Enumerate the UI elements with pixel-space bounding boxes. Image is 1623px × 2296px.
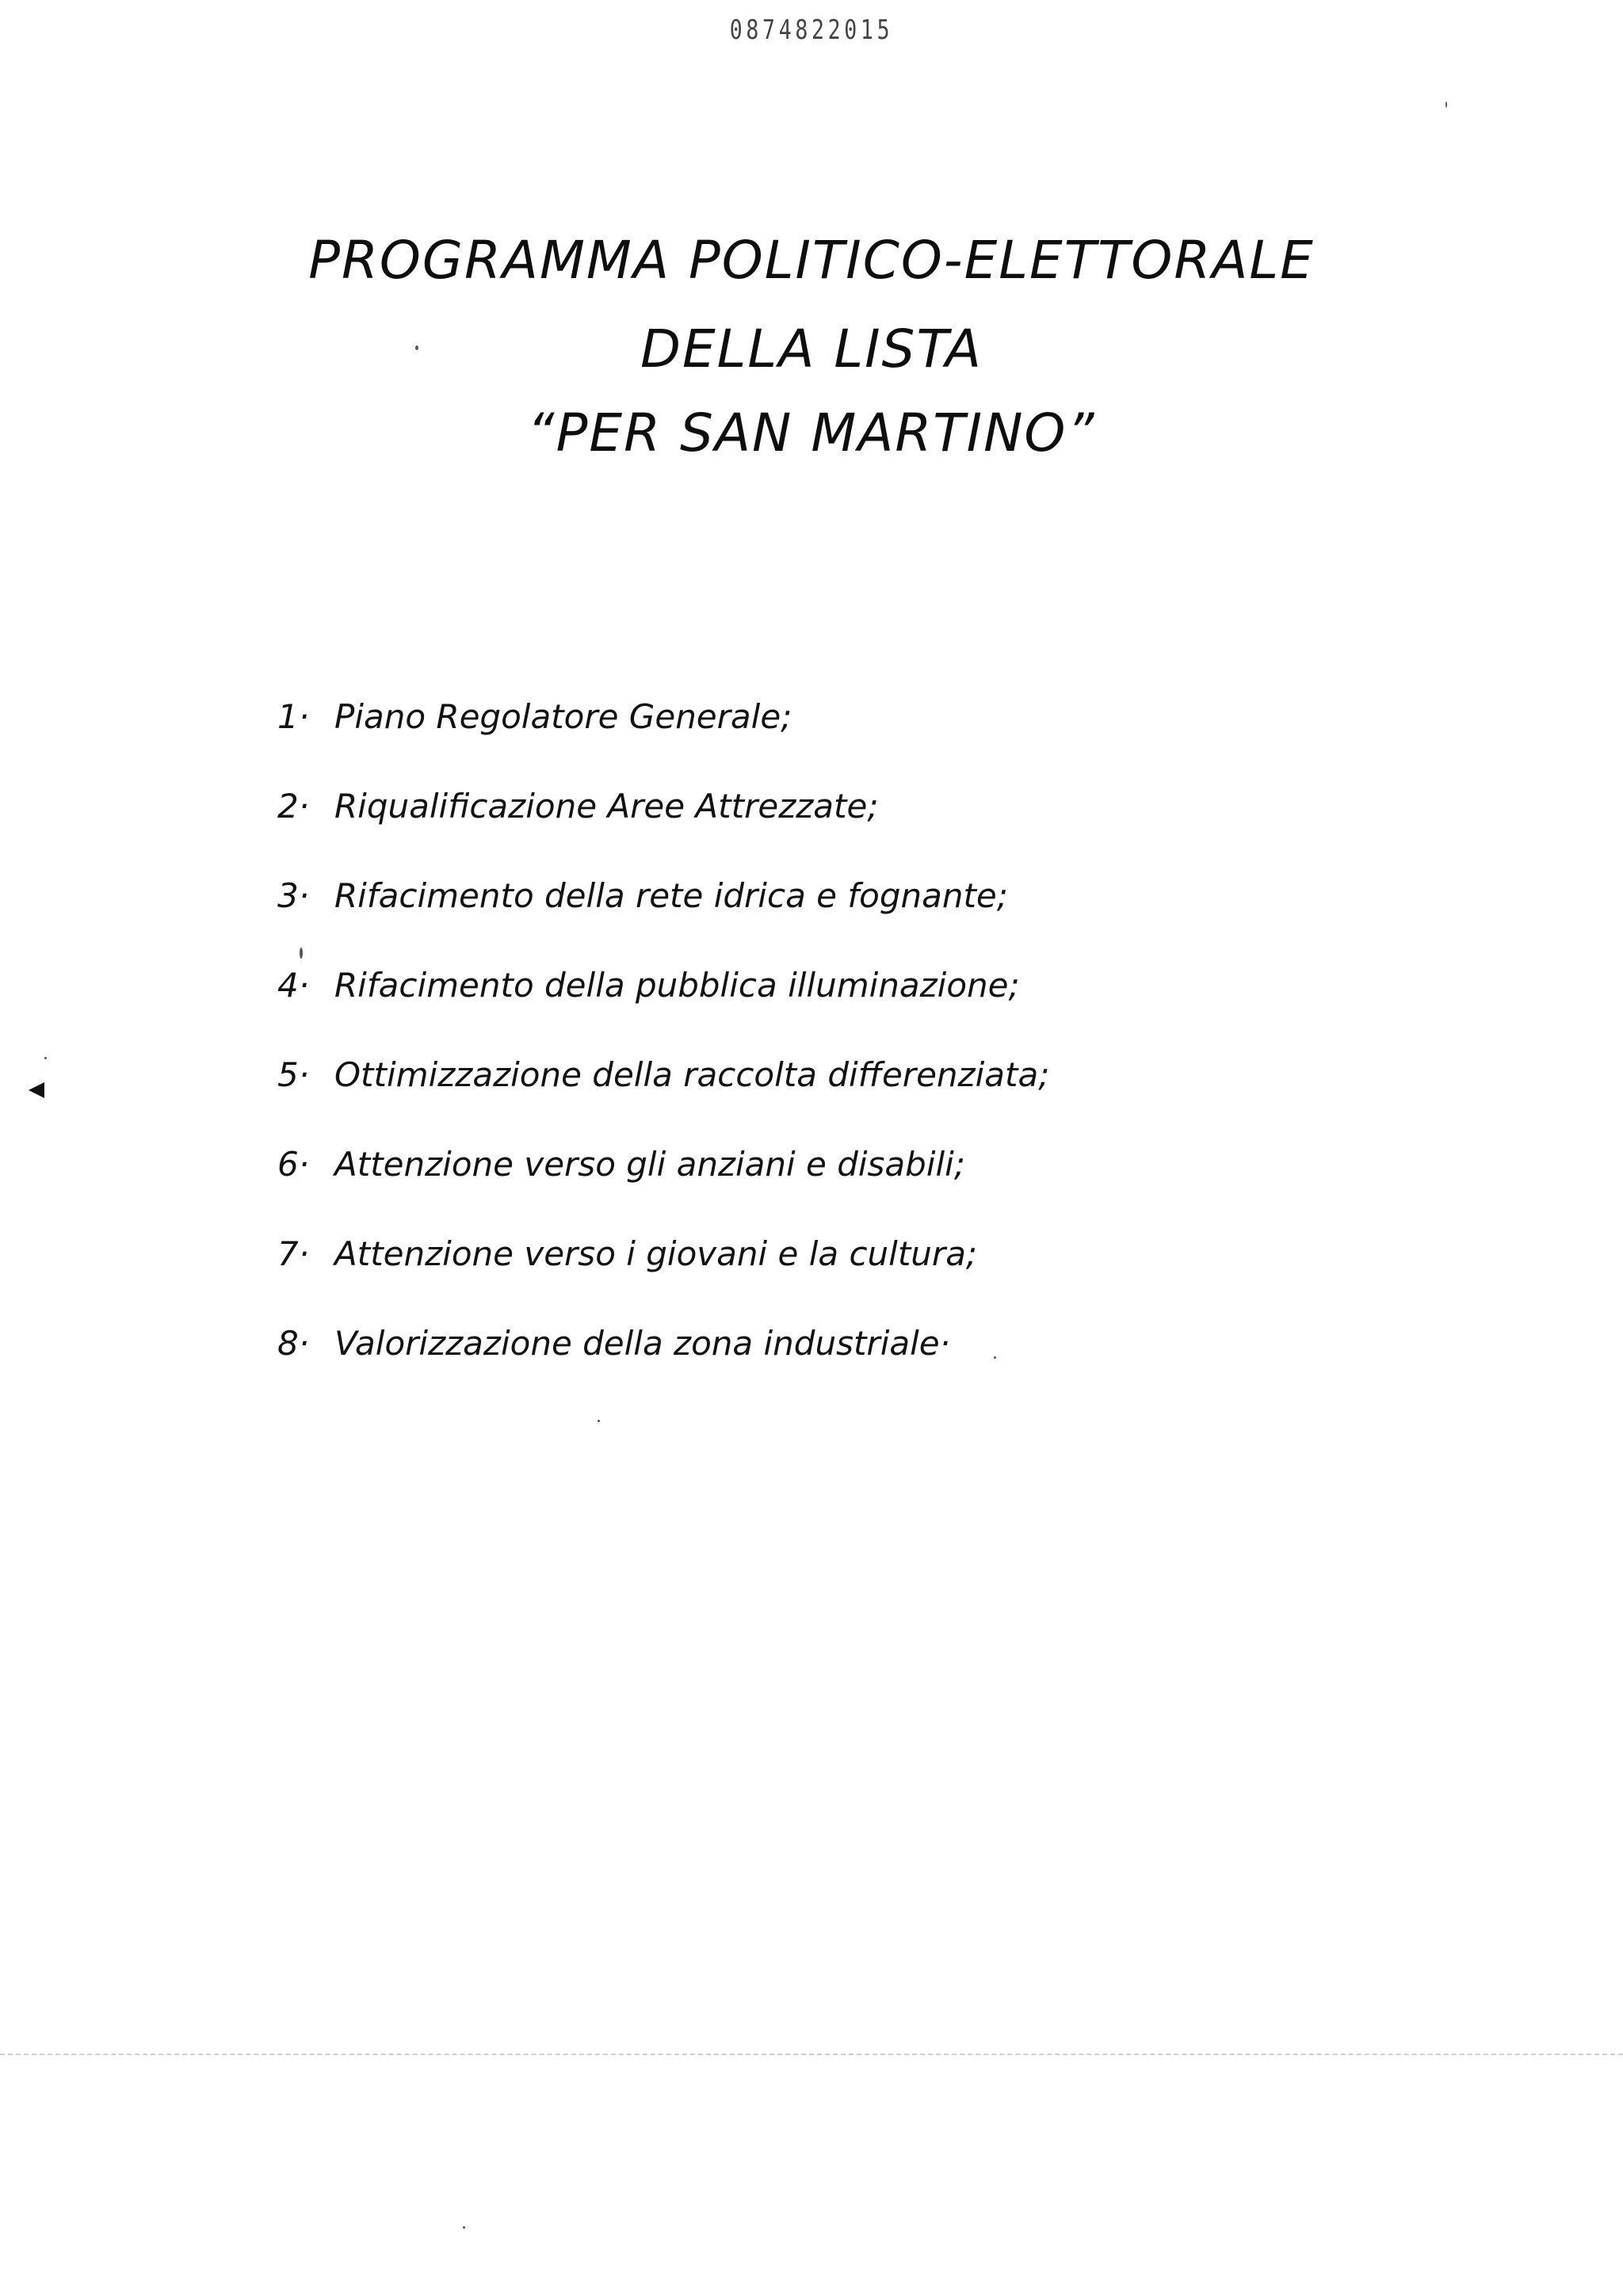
program-item-text: Attenzione verso gli anziani e disabili; (334, 1145, 965, 1184)
document-title-line-3: “PER SAN MARTINO” (527, 402, 1096, 463)
document-title-line-2: DELLA LISTA (640, 318, 983, 379)
scan-speck (415, 345, 418, 350)
program-item-number: 4· (277, 966, 310, 1005)
scan-speck (994, 1356, 996, 1359)
program-item-number: 6· (277, 1145, 310, 1184)
program-item-text: Rifacimento della rete idrica e fognante; (334, 876, 1008, 915)
program-item-text: Piano Regolatore Generale; (334, 697, 792, 736)
program-list (277, 697, 1308, 1413)
scan-speck (598, 1420, 600, 1422)
program-item-number: 3· (277, 876, 310, 915)
fax-number-header: 0874822015 (729, 14, 894, 46)
margin-arrow-icon (29, 1082, 44, 1098)
scan-speck (1445, 101, 1447, 108)
program-item (277, 697, 1308, 787)
scan-speck (463, 2226, 465, 2229)
program-item-number: 8· (277, 1324, 310, 1363)
program-item-text: Attenzione verso i giovani e la cultura; (334, 1234, 978, 1273)
program-item-text: Ottimizzazione della raccolta differenziata; (334, 1055, 1050, 1094)
program-item (277, 966, 1308, 1055)
document-title-line-1: PROGRAMMA POLITICO-ELETTORALE (308, 230, 1315, 291)
program-item (277, 787, 1308, 876)
program-item-number: 7· (277, 1234, 310, 1273)
scan-speck (44, 1057, 47, 1059)
program-item (277, 1055, 1308, 1145)
program-item-number: 5· (277, 1055, 310, 1094)
program-item-text: Riqualificazione Aree Attrezzate; (334, 787, 879, 826)
program-item (277, 1145, 1308, 1234)
program-item-number: 1· (277, 697, 310, 736)
scan-artifact-line (0, 2054, 1623, 2055)
program-item (277, 876, 1308, 966)
program-item (277, 1234, 1308, 1324)
scan-speck (300, 948, 303, 959)
program-item (277, 1324, 1308, 1413)
program-item-text: Rifacimento della pubblica illuminazione; (334, 966, 1020, 1005)
program-item-text: Valorizzazione della zona industriale· (334, 1324, 950, 1363)
program-item-number: 2· (277, 787, 310, 826)
